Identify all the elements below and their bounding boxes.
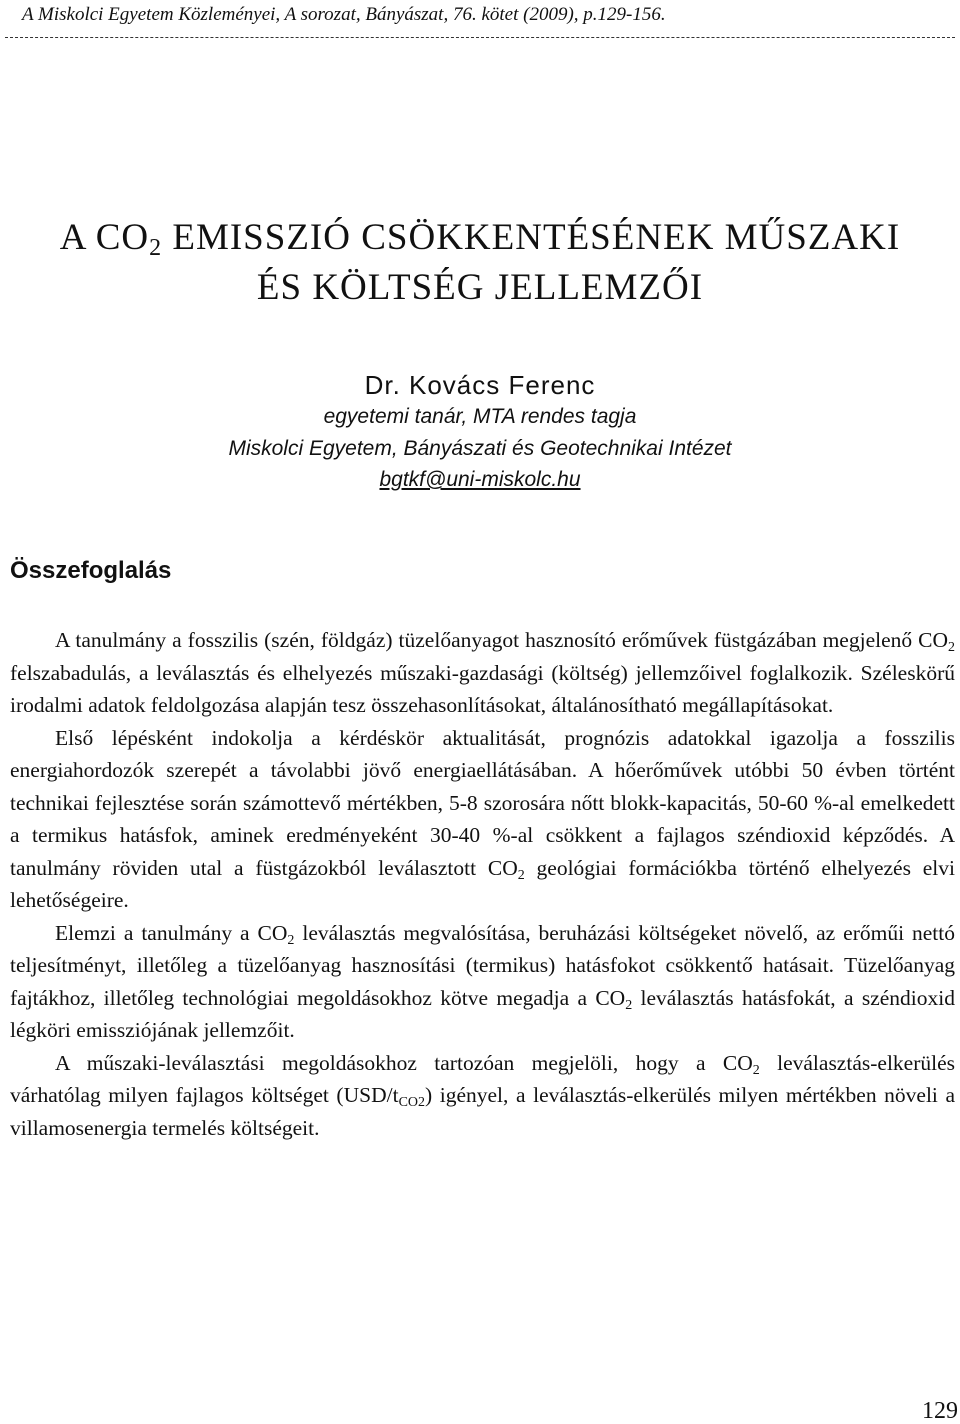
page-title-line-2: ÉS KÖLTSÉG JELLEMZŐI [256,267,704,308]
abstract-text: A tanulmány a fosszilis (szén, földgáz) tüzelőanyagot hasznosító erőművek füstgázában megjelenő CO [55,628,948,652]
abstract-paragraph-1 [10,624,955,722]
abstract-text: leválasztás megvalósítása, beruházási költségeket növelő, az erőműi nettó teljesítményt, illetőleg a tüzelőanyag hasznosítási (termikus) hatásfokot csökkentő hatásait. Tüzelőanyag fajtákhoz, illetőleg technológiai megoldásokhoz kötve megadja a CO [10,920,955,1010]
abstract-subscript: 2 [948,640,955,655]
abstract-subscript: 2 [517,867,525,883]
page-title-line-1 [0,212,960,264]
abstract-paragraph-2 [10,722,955,917]
page-number: 129 [922,1398,958,1424]
abstract-text: Első lépésként indokolja a kérdéskör aktualitását, prognózis adatokkal igazolja a fosszilis energiahordozók szerepét a távolabbi jövő energiaellátásában. A hőerőművek utóbbi 50 évben történt technikai fejlesztése során számottevő mértékben, 5-8 szorosára nőtt blokk-kapacitás, 50-60 %-al emelkedett a termikus hatásfok, aminek eredményeként 30-40 %-al csökkent a fajlagos széndioxid képződés. A tanulmány röviden utal a füstgázokból leválasztott CO [10,725,955,880]
author-email-link[interactable]: bgtkf@uni-miskolc.hu [379,468,581,491]
running-header: A Miskolci Egyetem Közleményei, A sorozat, Bányászat, 76. kötet (2009), p.129-156. [22,4,666,25]
author-institution: Miskolci Egyetem, Bányászati és Geotechnikai Intézet [228,437,732,460]
author-position: egyetemi tanár, MTA rendes tagja [323,405,637,428]
title-subscript: 2 [149,235,163,261]
abstract-text: leválasztás hatásfokát, a széndioxid légköri emissziójának jellemzőit. [10,985,955,1042]
title-text-part: A CO [59,217,150,258]
abstract-paragraph-3 [10,917,955,1047]
author-name: Dr. Kovács Ferenc [364,370,596,400]
abstract-subscript: 2 [752,1062,760,1078]
abstract-body [10,624,955,1144]
abstract-heading: Összefoglalás [10,557,172,584]
abstract-subscript: 2 [287,932,295,948]
header-rule [5,37,955,38]
abstract-text: ) igényel, a leválasztás-elkerülés milyen mértékben növeli a villamosenergia termelés költségeit. [10,1083,956,1140]
author-email-line [0,467,960,493]
title-text-part: EMISSZIÓ CSÖKKENTÉSÉNEK MŰSZAKI [162,217,901,258]
abstract-subscript: CO2 [398,1095,426,1110]
abstract-text: leválasztás-elkerülés várhatólag milyen fajlagos költséget (USD/t [10,1050,955,1107]
abstract-text: Elemzi a tanulmány a CO [55,920,288,945]
abstract-text: A műszaki-leválasztási megoldásokhoz tartozóan megjelöli, hogy a CO [55,1050,753,1075]
abstract-paragraph-4 [10,1047,955,1145]
abstract-subscript: 2 [625,997,633,1013]
abstract-text: felszabadulás, a leválasztás és elhelyezés műszaki-gazdasági (költség) jellemzőivel foglalkozik. Széleskörű irodalmi adatok feldolgozása alapján tesz összehasonlításokat, általánosítható megállapításokat. [10,660,955,717]
abstract-text: geológiai formációkba történő elhelyezés elvi lehetőségeire. [10,855,955,912]
